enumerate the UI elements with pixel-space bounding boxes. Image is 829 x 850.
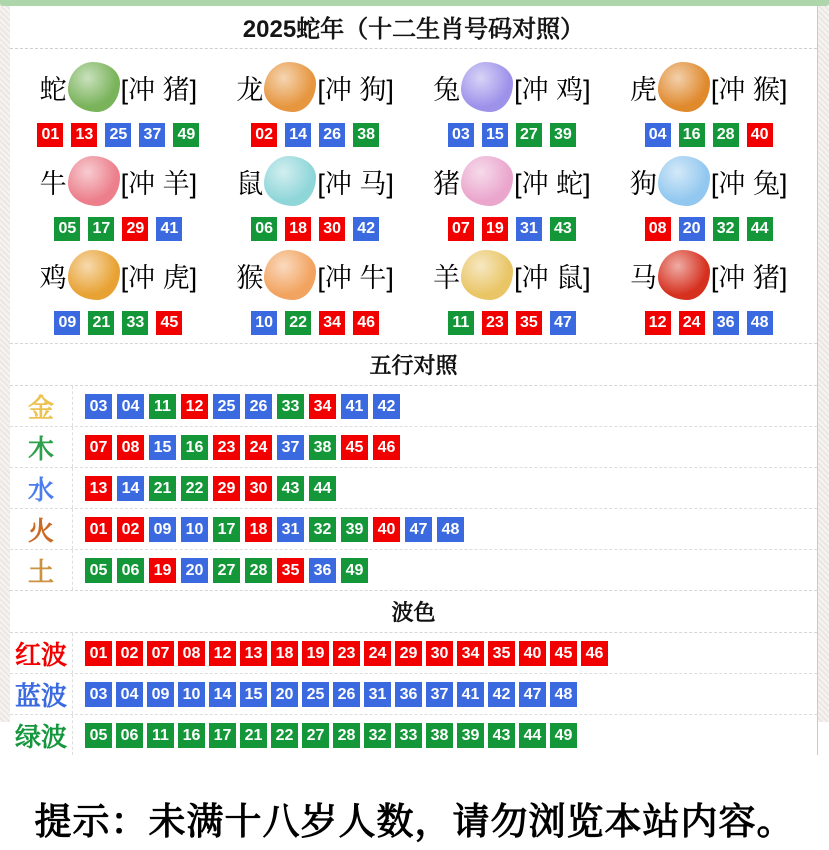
number-ball: 39 bbox=[341, 517, 368, 542]
number-ball: 15 bbox=[149, 435, 176, 460]
zodiac-cell bbox=[217, 53, 414, 147]
wuxing-row bbox=[10, 467, 817, 508]
zodiac-heading bbox=[20, 151, 217, 211]
zodiac-numbers bbox=[20, 217, 217, 241]
number-ball: 20 bbox=[271, 682, 298, 707]
zodiac-clash: [冲 蛇] bbox=[514, 168, 591, 199]
zodiac-numbers bbox=[20, 311, 217, 335]
rabbit-icon bbox=[461, 62, 513, 112]
number-ball: 33 bbox=[395, 723, 422, 748]
number-ball: 43 bbox=[550, 217, 576, 241]
zodiac-name: 龙 bbox=[236, 74, 264, 105]
number-ball: 44 bbox=[309, 476, 336, 501]
number-ball: 28 bbox=[333, 723, 360, 748]
number-ball: 32 bbox=[309, 517, 336, 542]
number-ball: 39 bbox=[550, 123, 576, 147]
number-ball: 48 bbox=[747, 311, 773, 335]
number-ball: 04 bbox=[116, 682, 143, 707]
zodiac-cell bbox=[610, 147, 807, 241]
bose-header: 波色 bbox=[10, 590, 817, 633]
number-ball: 17 bbox=[88, 217, 114, 241]
zodiac-cell bbox=[610, 53, 807, 147]
number-ball: 38 bbox=[309, 435, 336, 460]
number-ball: 06 bbox=[117, 558, 144, 583]
wuxing-numbers bbox=[72, 550, 817, 590]
number-ball: 28 bbox=[245, 558, 272, 583]
number-ball: 15 bbox=[240, 682, 267, 707]
bose-numbers bbox=[72, 674, 817, 714]
wuxing-row bbox=[10, 426, 817, 467]
number-ball: 06 bbox=[116, 723, 143, 748]
number-ball: 45 bbox=[550, 641, 577, 666]
bose-row bbox=[10, 633, 817, 673]
number-ball: 43 bbox=[277, 476, 304, 501]
number-ball: 03 bbox=[85, 682, 112, 707]
number-ball: 40 bbox=[747, 123, 773, 147]
wuxing-numbers bbox=[72, 468, 817, 508]
number-ball: 10 bbox=[251, 311, 277, 335]
number-ball: 08 bbox=[117, 435, 144, 460]
number-ball: 24 bbox=[364, 641, 391, 666]
number-ball: 08 bbox=[645, 217, 671, 241]
number-ball: 46 bbox=[353, 311, 379, 335]
number-ball: 19 bbox=[302, 641, 329, 666]
number-ball: 18 bbox=[245, 517, 272, 542]
zodiac-numbers bbox=[610, 311, 807, 335]
zodiac-heading bbox=[414, 151, 611, 211]
bose-label: 蓝波 bbox=[14, 680, 67, 711]
number-ball: 17 bbox=[213, 517, 240, 542]
number-ball: 23 bbox=[213, 435, 240, 460]
zodiac-cell bbox=[20, 241, 217, 335]
number-ball: 10 bbox=[181, 517, 208, 542]
zodiac-cell bbox=[414, 53, 611, 147]
number-ball: 25 bbox=[302, 682, 329, 707]
zodiac-clash: [冲 牛] bbox=[317, 262, 394, 293]
zodiac-heading bbox=[20, 57, 217, 117]
number-ball: 21 bbox=[240, 723, 267, 748]
zodiac-heading bbox=[414, 57, 611, 117]
number-ball: 40 bbox=[519, 641, 546, 666]
number-ball: 24 bbox=[245, 435, 272, 460]
number-ball: 27 bbox=[213, 558, 240, 583]
zodiac-heading bbox=[217, 57, 414, 117]
number-ball: 32 bbox=[713, 217, 739, 241]
zodiac-numbers bbox=[610, 123, 807, 147]
zodiac-heading bbox=[610, 57, 807, 117]
number-ball: 44 bbox=[519, 723, 546, 748]
number-ball: 30 bbox=[245, 476, 272, 501]
zodiac-name: 蛇 bbox=[39, 74, 67, 105]
number-ball: 47 bbox=[405, 517, 432, 542]
zodiac-heading bbox=[217, 245, 414, 305]
number-ball: 19 bbox=[482, 217, 508, 241]
number-ball: 13 bbox=[71, 123, 97, 147]
zodiac-name: 虎 bbox=[629, 74, 657, 105]
number-ball: 41 bbox=[457, 682, 484, 707]
number-ball: 04 bbox=[117, 394, 144, 419]
number-ball: 26 bbox=[245, 394, 272, 419]
number-ball: 18 bbox=[271, 641, 298, 666]
bose-rows bbox=[10, 633, 817, 755]
horse-icon bbox=[658, 250, 710, 300]
number-ball: 26 bbox=[333, 682, 360, 707]
zodiac-heading bbox=[414, 245, 611, 305]
wuxing-row bbox=[10, 508, 817, 549]
number-ball: 08 bbox=[178, 641, 205, 666]
number-ball: 33 bbox=[277, 394, 304, 419]
number-ball: 40 bbox=[373, 517, 400, 542]
number-ball: 28 bbox=[713, 123, 739, 147]
number-ball: 09 bbox=[54, 311, 80, 335]
number-ball: 31 bbox=[516, 217, 542, 241]
number-ball: 02 bbox=[117, 517, 144, 542]
number-ball: 20 bbox=[181, 558, 208, 583]
zodiac-heading bbox=[610, 245, 807, 305]
number-ball: 47 bbox=[519, 682, 546, 707]
pig-icon bbox=[461, 156, 513, 206]
number-ball: 36 bbox=[309, 558, 336, 583]
number-ball: 17 bbox=[209, 723, 236, 748]
number-ball: 34 bbox=[309, 394, 336, 419]
number-ball: 15 bbox=[482, 123, 508, 147]
number-ball: 12 bbox=[209, 641, 236, 666]
zodiac-clash: [冲 羊] bbox=[120, 168, 198, 199]
number-ball: 01 bbox=[85, 641, 112, 666]
monkey-icon bbox=[264, 250, 316, 300]
number-ball: 27 bbox=[516, 123, 542, 147]
zodiac-clash: [冲 鼠] bbox=[514, 262, 591, 293]
zodiac-heading bbox=[610, 151, 807, 211]
number-ball: 35 bbox=[277, 558, 304, 583]
zodiac-numbers bbox=[414, 123, 611, 147]
number-ball: 13 bbox=[240, 641, 267, 666]
number-ball: 36 bbox=[395, 682, 422, 707]
number-ball: 13 bbox=[85, 476, 112, 501]
zodiac-name: 狗 bbox=[629, 168, 657, 199]
zodiac-cell bbox=[217, 241, 414, 335]
number-ball: 44 bbox=[747, 217, 773, 241]
number-ball: 20 bbox=[679, 217, 705, 241]
number-ball: 37 bbox=[139, 123, 165, 147]
number-ball: 18 bbox=[285, 217, 311, 241]
ox-icon bbox=[68, 156, 120, 206]
number-ball: 22 bbox=[285, 311, 311, 335]
number-ball: 23 bbox=[333, 641, 360, 666]
number-ball: 10 bbox=[178, 682, 205, 707]
tiger-icon bbox=[658, 62, 710, 112]
zodiac-name: 兔 bbox=[433, 74, 461, 105]
zodiac-cell bbox=[414, 241, 611, 335]
number-ball: 16 bbox=[178, 723, 205, 748]
left-edge-texture bbox=[0, 0, 10, 722]
number-ball: 30 bbox=[319, 217, 345, 241]
number-ball: 36 bbox=[713, 311, 739, 335]
right-edge-texture bbox=[818, 0, 829, 722]
bose-label: 绿波 bbox=[14, 721, 67, 752]
number-ball: 02 bbox=[116, 641, 143, 666]
number-ball: 01 bbox=[37, 123, 63, 147]
zodiac-clash: [冲 虎] bbox=[120, 262, 198, 293]
number-ball: 11 bbox=[149, 394, 176, 419]
number-ball: 31 bbox=[364, 682, 391, 707]
top-green-bar bbox=[0, 0, 829, 6]
wuxing-rows bbox=[10, 386, 817, 590]
number-ball: 21 bbox=[149, 476, 176, 501]
rooster-icon bbox=[68, 250, 120, 300]
number-ball: 05 bbox=[85, 723, 112, 748]
number-ball: 49 bbox=[173, 123, 199, 147]
zodiac-heading bbox=[20, 245, 217, 305]
number-ball: 27 bbox=[302, 723, 329, 748]
number-ball: 49 bbox=[341, 558, 368, 583]
number-ball: 45 bbox=[156, 311, 182, 335]
number-ball: 07 bbox=[85, 435, 112, 460]
number-ball: 07 bbox=[448, 217, 474, 241]
number-ball: 30 bbox=[426, 641, 453, 666]
number-ball: 46 bbox=[581, 641, 608, 666]
zodiac-grid bbox=[10, 49, 817, 343]
zodiac-cell bbox=[414, 147, 611, 241]
zodiac-name: 羊 bbox=[433, 262, 461, 293]
zodiac-name: 马 bbox=[629, 262, 657, 293]
wuxing-row bbox=[10, 549, 817, 590]
number-ball: 16 bbox=[679, 123, 705, 147]
number-ball: 35 bbox=[516, 311, 542, 335]
number-ball: 05 bbox=[85, 558, 112, 583]
number-ball: 24 bbox=[679, 311, 705, 335]
bose-numbers bbox=[72, 633, 817, 673]
age-notice: 提示：未满十八岁人数，请勿浏览本站内容。 bbox=[34, 801, 795, 842]
number-ball: 49 bbox=[550, 723, 577, 748]
zodiac-clash: [冲 猴] bbox=[710, 74, 788, 105]
number-ball: 22 bbox=[271, 723, 298, 748]
wuxing-numbers bbox=[72, 509, 817, 549]
number-ball: 42 bbox=[373, 394, 400, 419]
number-ball: 09 bbox=[149, 517, 176, 542]
zodiac-cell bbox=[20, 53, 217, 147]
number-ball: 38 bbox=[353, 123, 379, 147]
number-ball: 14 bbox=[117, 476, 144, 501]
number-ball: 25 bbox=[213, 394, 240, 419]
number-ball: 16 bbox=[181, 435, 208, 460]
zodiac-numbers bbox=[414, 311, 611, 335]
bose-row bbox=[10, 714, 817, 755]
bose-label: 红波 bbox=[14, 639, 67, 670]
number-ball: 33 bbox=[122, 311, 148, 335]
number-ball: 32 bbox=[364, 723, 391, 748]
number-ball: 22 bbox=[181, 476, 208, 501]
zodiac-clash: [冲 猪] bbox=[710, 262, 788, 293]
zodiac-cell bbox=[20, 147, 217, 241]
zodiac-numbers bbox=[414, 217, 611, 241]
number-ball: 11 bbox=[147, 723, 174, 748]
number-ball: 07 bbox=[147, 641, 174, 666]
wuxing-label: 金 bbox=[27, 392, 54, 423]
zodiac-name: 猪 bbox=[433, 168, 461, 199]
zodiac-name: 猴 bbox=[236, 262, 264, 293]
number-ball: 34 bbox=[457, 641, 484, 666]
number-ball: 35 bbox=[488, 641, 515, 666]
number-ball: 03 bbox=[85, 394, 112, 419]
number-ball: 42 bbox=[353, 217, 379, 241]
number-ball: 14 bbox=[285, 123, 311, 147]
zodiac-cell bbox=[217, 147, 414, 241]
number-ball: 38 bbox=[426, 723, 453, 748]
wuxing-label: 土 bbox=[27, 556, 54, 587]
zodiac-name: 牛 bbox=[39, 168, 67, 199]
number-ball: 29 bbox=[395, 641, 422, 666]
number-ball: 48 bbox=[550, 682, 577, 707]
zodiac-clash: [冲 鸡] bbox=[514, 74, 591, 105]
number-ball: 05 bbox=[54, 217, 80, 241]
zodiac-clash: [冲 猪] bbox=[120, 74, 198, 105]
zodiac-clash: [冲 兔] bbox=[710, 168, 788, 199]
number-ball: 26 bbox=[319, 123, 345, 147]
zodiac-cell bbox=[610, 241, 807, 335]
zodiac-numbers bbox=[20, 123, 217, 147]
number-ball: 45 bbox=[341, 435, 368, 460]
wuxing-label: 火 bbox=[27, 515, 54, 546]
goat-icon bbox=[461, 250, 513, 300]
zodiac-name: 鼠 bbox=[236, 168, 264, 199]
number-ball: 39 bbox=[457, 723, 484, 748]
zodiac-clash: [冲 马] bbox=[317, 168, 394, 199]
number-ball: 41 bbox=[341, 394, 368, 419]
zodiac-heading bbox=[217, 151, 414, 211]
wuxing-row bbox=[10, 386, 817, 426]
number-ball: 01 bbox=[85, 517, 112, 542]
wuxing-label: 水 bbox=[27, 474, 54, 505]
number-ball: 23 bbox=[482, 311, 508, 335]
number-ball: 42 bbox=[488, 682, 515, 707]
number-ball: 46 bbox=[373, 435, 400, 460]
number-ball: 14 bbox=[209, 682, 236, 707]
rat-icon bbox=[264, 156, 316, 206]
zodiac-name: 鸡 bbox=[39, 262, 67, 293]
number-ball: 34 bbox=[319, 311, 345, 335]
number-ball: 04 bbox=[645, 123, 671, 147]
zodiac-numbers bbox=[217, 123, 414, 147]
number-ball: 06 bbox=[251, 217, 277, 241]
number-ball: 47 bbox=[550, 311, 576, 335]
zodiac-numbers bbox=[217, 217, 414, 241]
number-ball: 48 bbox=[437, 517, 464, 542]
number-ball: 09 bbox=[147, 682, 174, 707]
wuxing-label: 木 bbox=[27, 433, 54, 464]
dog-icon bbox=[658, 156, 710, 206]
number-ball: 11 bbox=[448, 311, 474, 335]
number-ball: 37 bbox=[426, 682, 453, 707]
number-ball: 19 bbox=[149, 558, 176, 583]
number-ball: 12 bbox=[645, 311, 671, 335]
number-ball: 43 bbox=[488, 723, 515, 748]
number-ball: 31 bbox=[277, 517, 304, 542]
number-ball: 21 bbox=[88, 311, 114, 335]
number-ball: 03 bbox=[448, 123, 474, 147]
wuxing-numbers bbox=[72, 386, 817, 426]
number-ball: 12 bbox=[181, 394, 208, 419]
number-ball: 25 bbox=[105, 123, 131, 147]
dragon-icon bbox=[264, 62, 316, 112]
snake-icon bbox=[68, 62, 120, 112]
number-ball: 29 bbox=[122, 217, 148, 241]
wuxing-numbers bbox=[72, 427, 817, 467]
zodiac-numbers bbox=[610, 217, 807, 241]
bose-numbers bbox=[72, 715, 817, 755]
bose-row bbox=[10, 673, 817, 714]
number-ball: 29 bbox=[213, 476, 240, 501]
zodiac-numbers bbox=[217, 311, 414, 335]
page-title: 2025蛇年（十二生肖号码对照） bbox=[10, 6, 817, 49]
wuxing-header: 五行对照 bbox=[10, 343, 817, 386]
number-ball: 41 bbox=[156, 217, 182, 241]
number-ball: 37 bbox=[277, 435, 304, 460]
zodiac-clash: [冲 狗] bbox=[317, 74, 394, 105]
number-ball: 02 bbox=[251, 123, 277, 147]
main-board bbox=[10, 6, 818, 755]
